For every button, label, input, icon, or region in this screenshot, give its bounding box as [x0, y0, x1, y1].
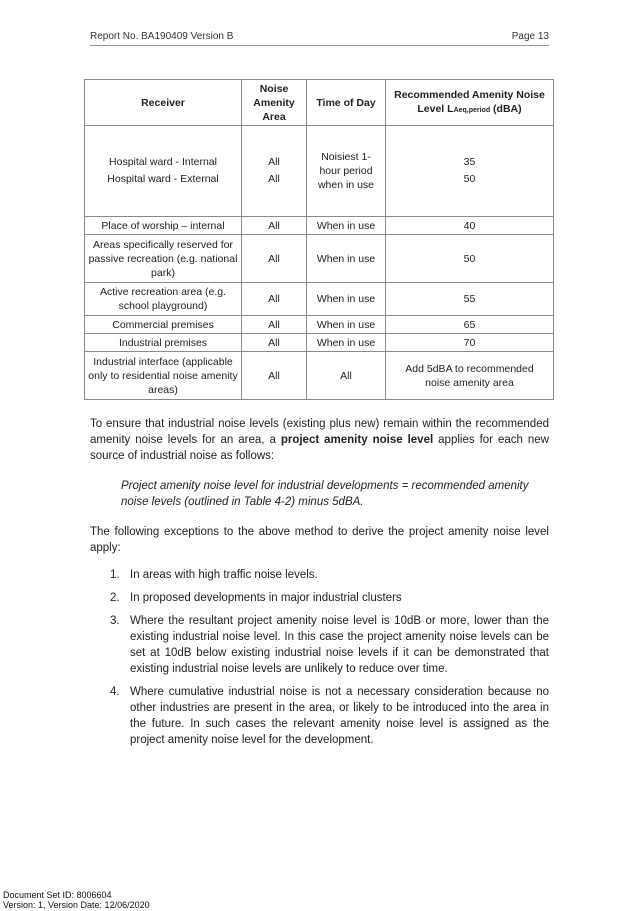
cell-receiver: Active recreation area (e.g. school playground): [85, 283, 242, 316]
header-level-unit: (dBA): [490, 102, 522, 115]
cell-level: 50: [386, 235, 554, 283]
list-text: In proposed developments in major industrial clusters: [130, 592, 402, 604]
cell-time: When in use: [307, 217, 386, 235]
cell-time: All: [307, 352, 386, 400]
footer-version: Version: 1, Version Date: 12/06/2020: [3, 900, 150, 910]
header-noise-amenity-area: Noise Amenity Area: [242, 80, 307, 126]
cell-receiver: Commercial premises: [85, 316, 242, 334]
amenity-noise-table: [84, 79, 554, 400]
header-level-subscript: Aeq,period: [453, 106, 491, 114]
table-row: [85, 126, 554, 217]
header-level-main: Recommended Amenity Noise Level L: [394, 88, 545, 115]
list-number: 4.: [110, 686, 120, 698]
exceptions-list: [90, 567, 549, 755]
cell-level: 40: [386, 217, 554, 235]
cell-time: When in use: [307, 235, 386, 283]
list-number: 2.: [110, 592, 120, 604]
cell-area: All: [242, 334, 307, 352]
cell-receiver: Industrial premises: [85, 334, 242, 352]
cell-time: When in use: [307, 334, 386, 352]
formula-statement: Project amenity noise level for industrial developments = recommended amenity noise levels (outlined in Table 4-2) minus 5dBA.: [121, 480, 529, 508]
cell-level: 35 50: [386, 126, 554, 217]
cell-level: Add 5dBA to recommended noise amenity area: [386, 352, 554, 400]
cell-time: When in use: [307, 283, 386, 316]
list-text: Where the resultant project amenity noise level is 10dB or more, lower than the existing industrial noise level. In this case the project amenity noise levels can be set at 10dB below existing industrial noise levels if it can be demonstrated that existing industrial noise levels are unlikely to reduce over time.: [130, 615, 549, 675]
cell-area: All: [242, 217, 307, 235]
cell-time: Noisiest 1-hour period when in use: [307, 126, 386, 217]
list-text: Where cumulative industrial noise is not a necessary consideration because no other industries are present in the area, or likely to be introduced into the area in the future. In such cases the relevant amenity noise level is assigned as the project amenity noise level for the development.: [130, 686, 549, 746]
intro-paragraph: [90, 416, 549, 464]
exceptions-intro: The following exceptions to the above method to derive the project amenity noise level apply:: [90, 526, 549, 554]
cell-level: 55: [386, 283, 554, 316]
cell-receiver: Industrial interface (applicable only to residential noise amenity areas): [85, 352, 242, 400]
table-row: [85, 283, 554, 316]
header-receiver: Receiver: [85, 80, 242, 126]
intro-text-end: applies for each new source of industrial noise as follows:: [90, 434, 549, 462]
cell-area: All: [242, 352, 307, 400]
table-row: [85, 316, 554, 334]
list-item: [90, 590, 549, 606]
list-text: In areas with high traffic noise levels.: [130, 569, 318, 581]
cell-receiver: Hospital ward - Internal Hospital ward - External: [85, 126, 242, 217]
cell-receiver: Areas specifically reserved for passive recreation (e.g. national park): [85, 235, 242, 283]
table-row: [85, 334, 554, 352]
header-time-of-day: Time of Day: [307, 80, 386, 126]
header-divider: [90, 45, 549, 46]
cell-area: All: [242, 283, 307, 316]
table-row: [85, 352, 554, 400]
list-number: 1.: [110, 569, 120, 581]
page-number: Page 13: [511, 31, 549, 42]
header-recommended-level: [386, 80, 554, 126]
project-amenity-term: project amenity noise level: [280, 434, 434, 446]
table-row: [85, 217, 554, 235]
cell-level: 70: [386, 334, 554, 352]
cell-receiver: Place of worship – internal: [85, 217, 242, 235]
cell-area: All: [242, 316, 307, 334]
cell-level: 65: [386, 316, 554, 334]
table-row: [85, 235, 554, 283]
page-header: [90, 31, 549, 45]
cell-area: All All: [242, 126, 307, 217]
intro-text: To ensure that industrial noise levels (existing plus new) remain within the recommended amenity noise levels for an area, a: [90, 418, 549, 446]
list-item: [90, 567, 549, 583]
cell-area: All: [242, 235, 307, 283]
list-item: [90, 613, 549, 677]
report-number: Report No. BA190409 Version B: [90, 31, 234, 42]
cell-time: When in use: [307, 316, 386, 334]
list-item: [90, 684, 549, 748]
table-header-row: [85, 80, 554, 126]
list-number: 3.: [110, 615, 120, 627]
footer-doc-set: Document Set ID: 8006604: [3, 890, 112, 900]
